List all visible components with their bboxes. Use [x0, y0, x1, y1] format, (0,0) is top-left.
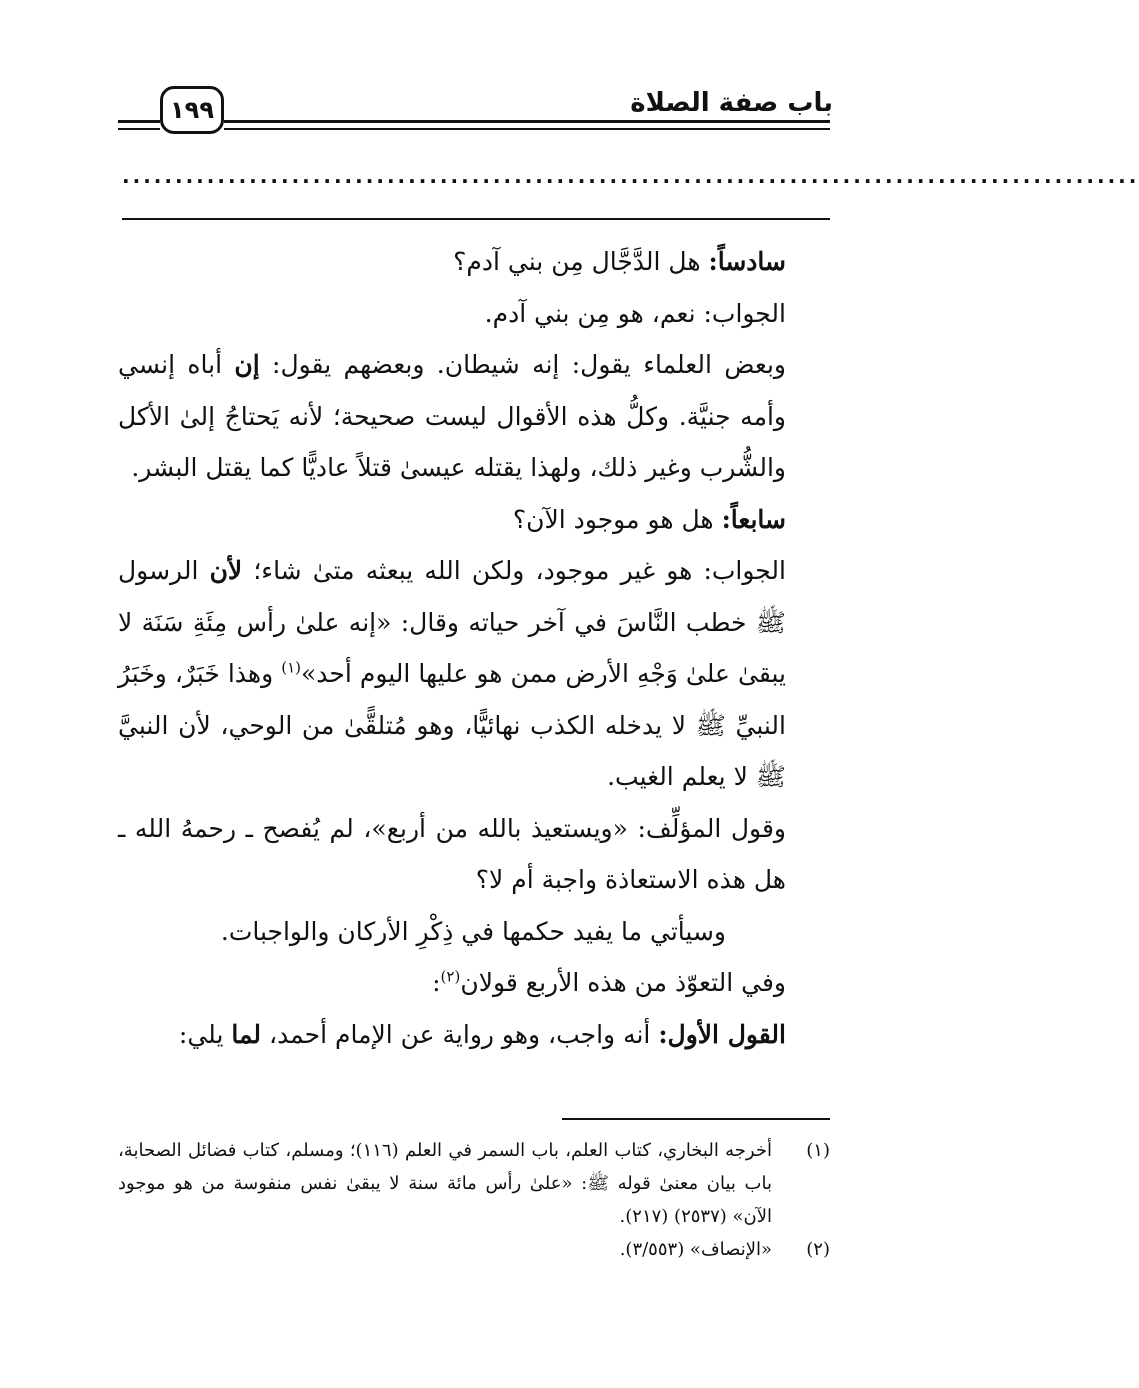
paragraph-text: أنه واجب، وهو رواية عن الإمام أحمد،	[261, 1019, 659, 1049]
paragraph-question-7	[118, 494, 830, 546]
footnote-ref-2[interactable]: (٢)	[440, 967, 461, 986]
bold-word: إن	[234, 350, 260, 379]
question-text: هل هو موجود الآن؟	[512, 504, 722, 534]
footnote-number: (١)	[806, 1140, 830, 1161]
paragraph-text: الرسول ﷺ خطب النَّاسَ في آخر حياته وقال: «إنه علىٰ رأس مِئَةِ سَنَة لا يبقىٰ علىٰ وَجْهِ الأرض ممن هو عليها اليوم أحد»	[118, 556, 786, 688]
footnote-separator	[562, 1118, 830, 1120]
paragraph-text: يلي:	[178, 1019, 232, 1049]
footnote-text: أخرجه البخاري، كتاب العلم، باب السمر في العلم (١١٦)؛ ومسلم، كتاب فضائل الصحابة، باب بيان معنىٰ قوله ﷺ: «علىٰ رأس مائة سنة لا يبقىٰ نفس منفوسة من هو موجود الآن» (٢٥٣٧) (٢١٧).	[118, 1140, 772, 1227]
paragraph-text: وهذا خَبَرٌ، وخَبَرُ النبيِّ ﷺ لا يدخله الكذب نهائيًّا، وهو مُتلقًّىٰ من الوحي، لأن النبيَّ ﷺ لا يعلم الغيب.	[118, 659, 786, 791]
bold-word: لما	[231, 1019, 262, 1049]
paragraph-author-quote: وقول المؤلِّف: «ويستعيذ بالله من أربع»، لم يُفصح ـ رحمهُ الله ـ هل هذه الاستعاذة واجبة أم لا؟	[118, 813, 786, 894]
paragraph-scholars	[118, 339, 830, 494]
footnote-ref-1[interactable]: (١)	[281, 658, 301, 677]
paragraph-ruling: وسيأتي ما يفيد حكمها في ذِكْرِ الأركان والواجبات.	[220, 916, 726, 946]
paragraph-question-6	[118, 236, 830, 288]
header-rule-left	[118, 120, 160, 123]
paragraph-text: :	[432, 968, 441, 997]
paragraph-first-opinion	[118, 1009, 830, 1061]
header-rule-right-thin	[224, 128, 830, 130]
paragraph-text: أباه إنسي وأمه جنيَّة. وكلُّ هذه الأقوال ليست صحيحة؛ لأنه يَحتاجُ إلىٰ الأكل والشُّرب وغير ذلك، ولهذا يقتله عيسىٰ قتلاً عاديًّا كما يقتل البشر.	[118, 350, 786, 482]
paragraph-text: الجواب: هو غير موجود، ولكن الله يبعثه متىٰ شاء؛	[242, 556, 786, 585]
paragraph-text: وبعض العلماء يقول: إنه شيطان. وبعضهم يقول:	[259, 350, 786, 379]
question-text: هل الدَّجَّال مِن بني آدم؟	[453, 247, 709, 276]
question-label: سابعاً:	[721, 504, 786, 534]
bold-word: لأن	[209, 556, 243, 585]
main-text	[118, 236, 830, 1060]
question-label: سادساً:	[708, 247, 786, 276]
footnotes	[118, 1134, 830, 1266]
page-number: ١٩٩	[160, 86, 224, 134]
content-separator	[122, 218, 830, 220]
header-rule-right	[224, 120, 830, 123]
paragraph-answer-6: الجواب: نعم، هو مِن بني آدم.	[484, 298, 786, 328]
header-rule-left-thin	[118, 128, 160, 130]
chapter-title: باب صفة الصلاة	[630, 88, 833, 118]
footnote-number: (٢)	[806, 1239, 830, 1260]
paragraph-text: وفي التعوّذ من هذه الأربع قولان	[460, 968, 786, 997]
opinion-label: القول الأول:	[658, 1019, 786, 1049]
paragraph-two-opinions	[118, 957, 830, 1009]
paragraph-answer-7	[118, 545, 830, 803]
dotted-separator: ................................................................................................	[122, 164, 1139, 188]
footnote-1	[118, 1134, 830, 1233]
footnote-2	[118, 1233, 830, 1266]
footnote-text: «الإنصاف» (٣/٥٥٣).	[619, 1239, 772, 1260]
